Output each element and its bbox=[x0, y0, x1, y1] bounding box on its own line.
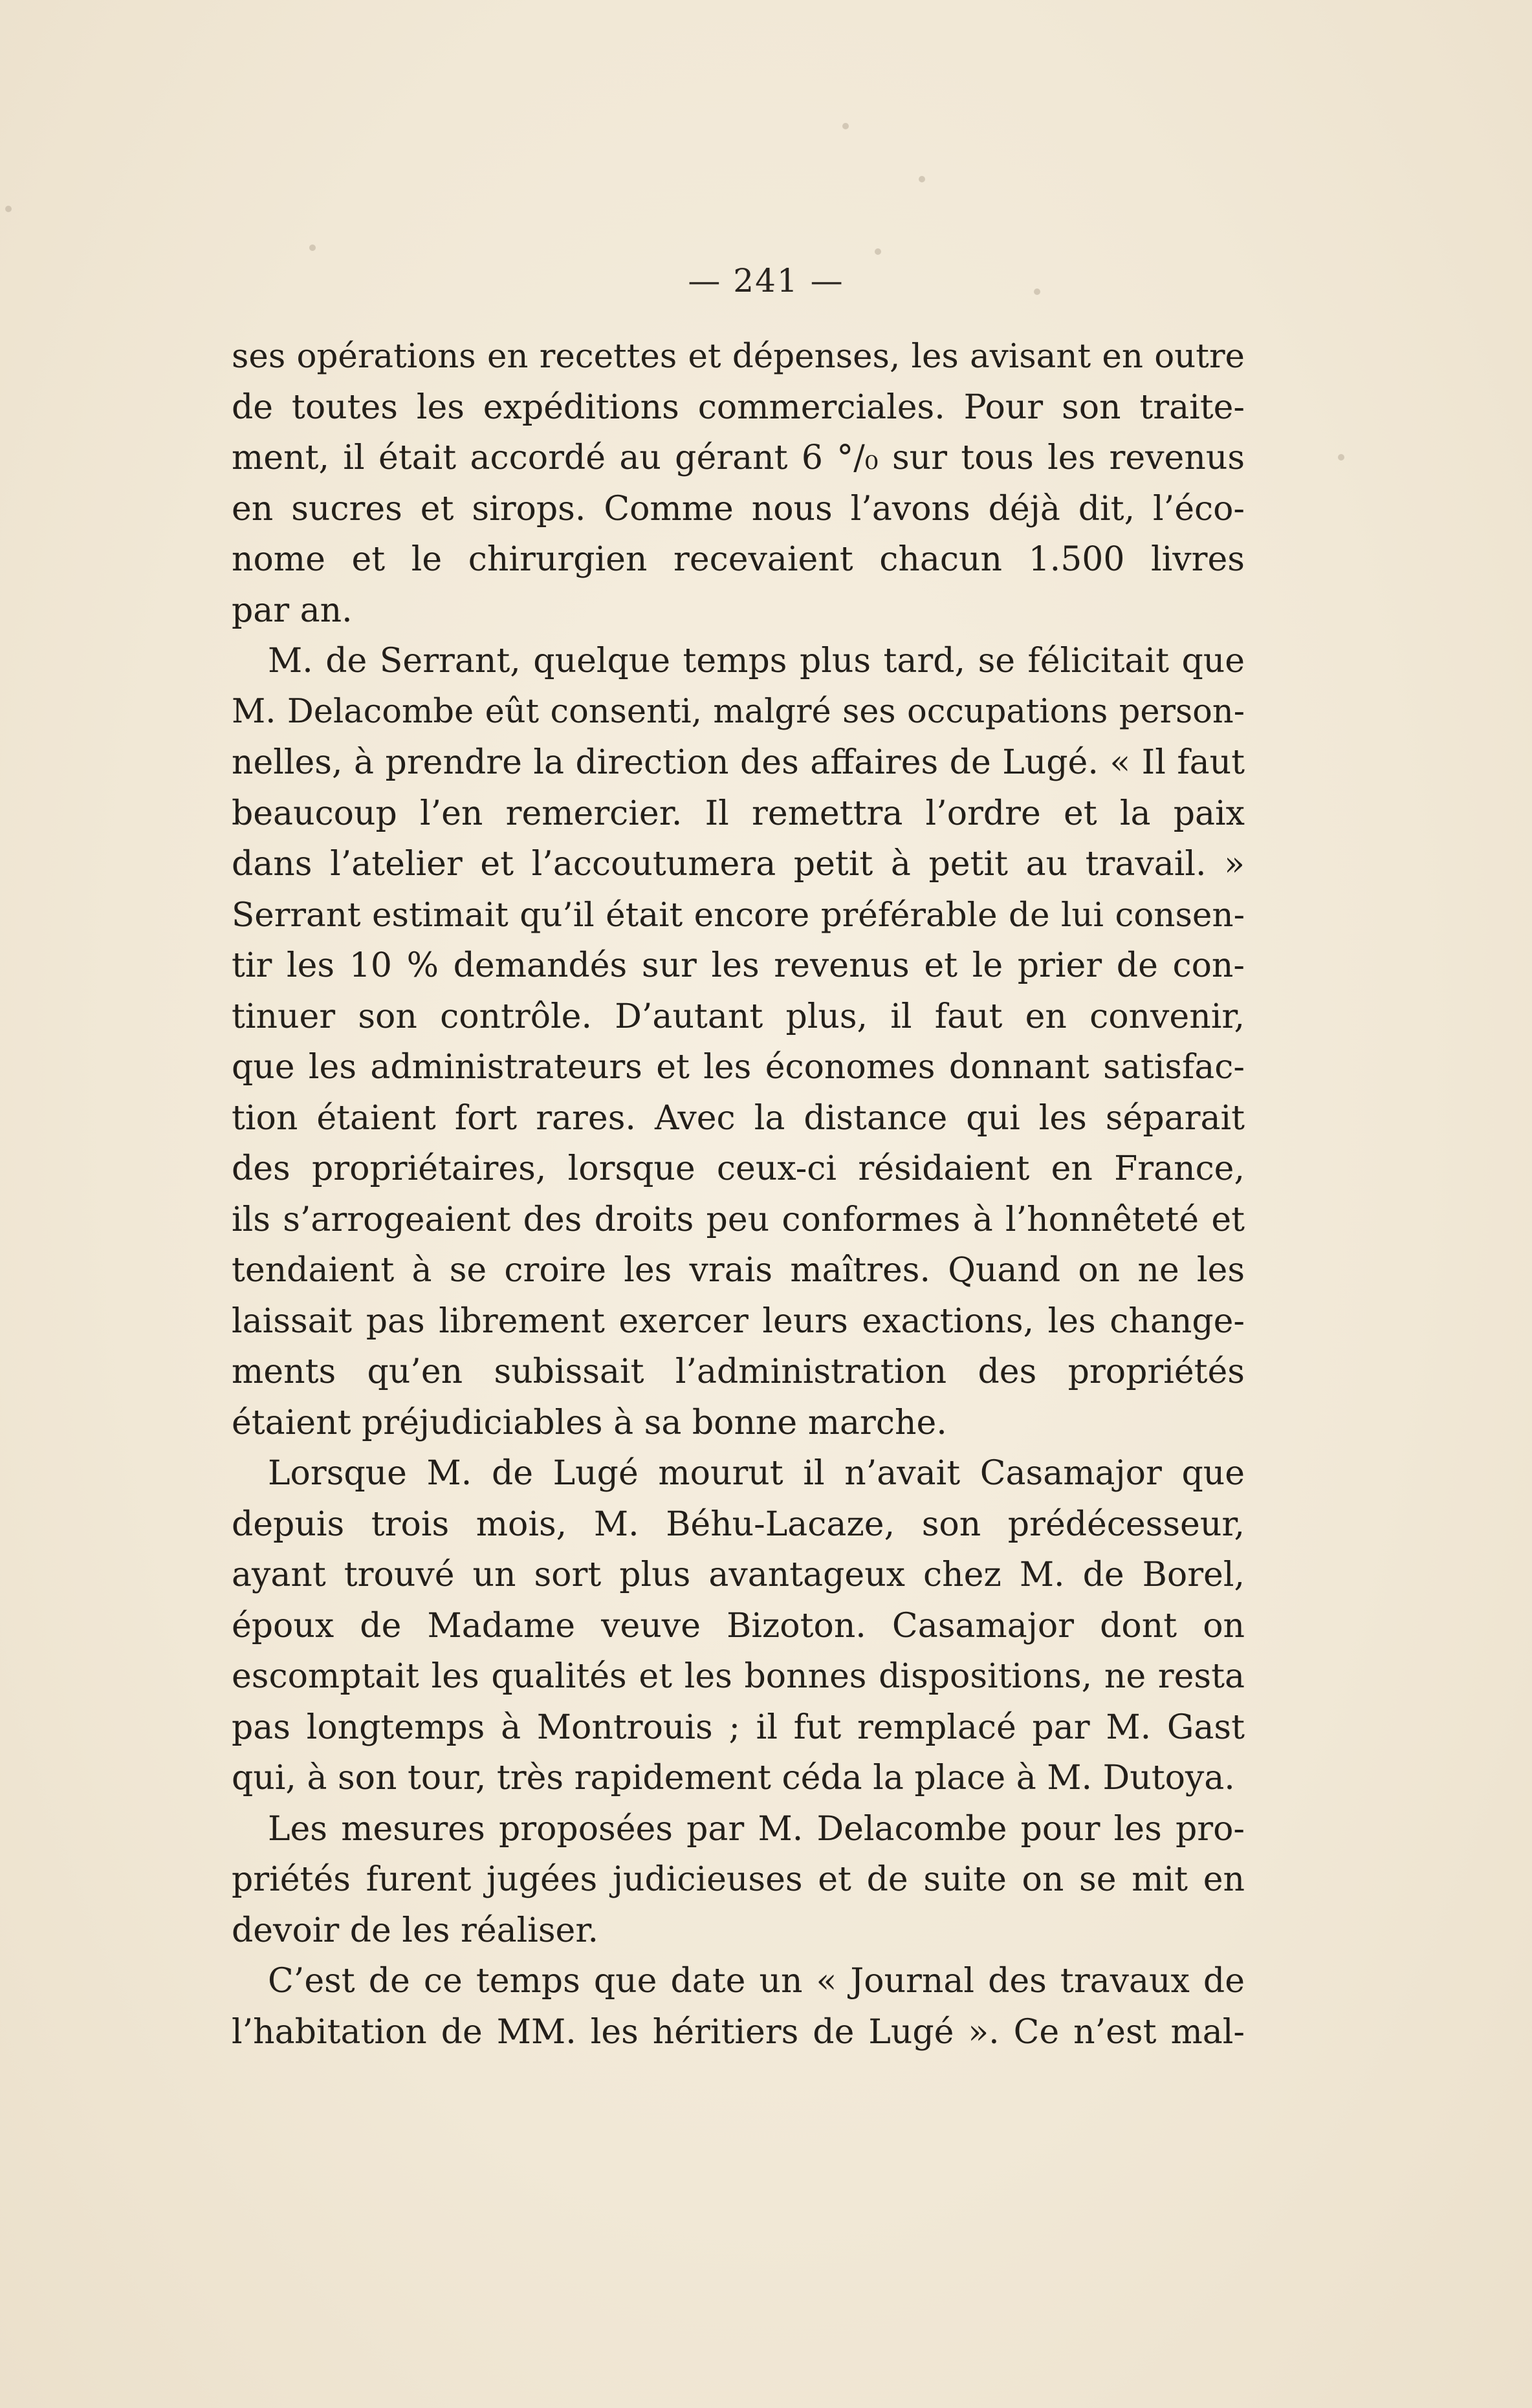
text-line: beaucoup l’en remercier. Il remettra l’ordre et la paix bbox=[232, 794, 1245, 833]
text-line: ils s’arrogeaient des droits peu conformes à l’honnêteté et bbox=[232, 1200, 1245, 1239]
text-line: dans l’atelier et l’accoutumera petit à petit au travail. » bbox=[232, 845, 1245, 884]
text-line: Lorsque M. de Lugé mourut il n’avait Casamajor que bbox=[268, 1454, 1245, 1493]
text-line: laissait pas librement exercer leurs exactions, les change- bbox=[232, 1301, 1245, 1341]
text-line: tinuer son contrôle. D’autant plus, il faut en convenir, bbox=[232, 997, 1245, 1036]
text-line: M. Delacombe eût consenti, malgré ses occupations person- bbox=[232, 692, 1245, 731]
paper-speck bbox=[875, 248, 881, 255]
text-line: tendaient à se croire les vrais maîtres. Quand on ne les bbox=[232, 1251, 1245, 1290]
text-line: des propriétaires, lorsque ceux-ci résidaient en France, bbox=[232, 1149, 1245, 1188]
text-line: ayant trouvé un sort plus avantageux chez M. de Borel, bbox=[232, 1556, 1245, 1594]
paper-speck bbox=[842, 123, 849, 129]
text-line: étaient préjudiciables à sa bonne marche. bbox=[232, 1403, 947, 1442]
text-line: en sucres et sirops. Comme nous l’avons déjà dit, l’éco- bbox=[232, 489, 1245, 528]
text-line: C’est de ce temps que date un « Journal des travaux de bbox=[268, 1962, 1245, 2001]
text-line: ments qu’en subissait l’administration des propriétés bbox=[232, 1352, 1245, 1391]
body-text bbox=[232, 331, 1245, 2057]
text-line: pas longtemps à Montrouis ; il fut remplacé par M. Gast bbox=[232, 1708, 1245, 1747]
paper-speck bbox=[5, 206, 12, 212]
text-line: époux de Madame veuve Bizoton. Casamajor dont on bbox=[232, 1606, 1245, 1645]
text-line: escomptait les qualités et les bonnes dispositions, ne resta bbox=[232, 1657, 1245, 1696]
text-line: priétés furent jugées judicieuses et de suite on se mit en bbox=[232, 1860, 1245, 1899]
text-line: Serrant estimait qu’il était encore préférable de lui consen- bbox=[232, 895, 1245, 935]
text-line: M. de Serrant, quelque temps plus tard, se félicitait que bbox=[268, 642, 1245, 680]
text-line: l’habitation de MM. les héritiers de Lugé ». Ce n’est mal- bbox=[232, 2012, 1245, 2052]
page-number: — 241 — bbox=[688, 262, 844, 299]
text-line: ses opérations en recettes et dépenses, les avisant en outre bbox=[232, 337, 1245, 376]
paper-speck bbox=[919, 176, 925, 182]
text-line: Les mesures proposées par M. Delacombe pour les pro- bbox=[268, 1809, 1245, 1849]
text-line: tion étaient fort rares. Avec la distance qui les séparait bbox=[232, 1098, 1245, 1138]
text-line: devoir de les réaliser. bbox=[232, 1911, 598, 1950]
paper-speck bbox=[1338, 454, 1344, 461]
text-line: nome et le chirurgien recevaient chacun 1.500 livres bbox=[232, 540, 1245, 579]
text-line: tir les 10 % demandés sur les revenus et le prier de con- bbox=[232, 946, 1245, 985]
text-line: nelles, à prendre la direction des affaires de Lugé. « Il faut bbox=[232, 743, 1245, 782]
text-line: qui, à son tour, très rapidement céda la place à M. Dutoya. bbox=[232, 1759, 1235, 1797]
paper-speck bbox=[309, 244, 316, 251]
text-line: de toutes les expéditions commerciales. Pour son traite- bbox=[232, 387, 1245, 427]
text-line: que les administrateurs et les économes donnant satisfac- bbox=[232, 1048, 1245, 1087]
text-line: depuis trois mois, M. Béhu-Lacaze, son prédécesseur, bbox=[232, 1504, 1245, 1544]
text-line: par an. bbox=[232, 591, 353, 630]
text-line: ment, il était accordé au gérant 6 °/₀ sur tous les revenus bbox=[232, 439, 1245, 477]
